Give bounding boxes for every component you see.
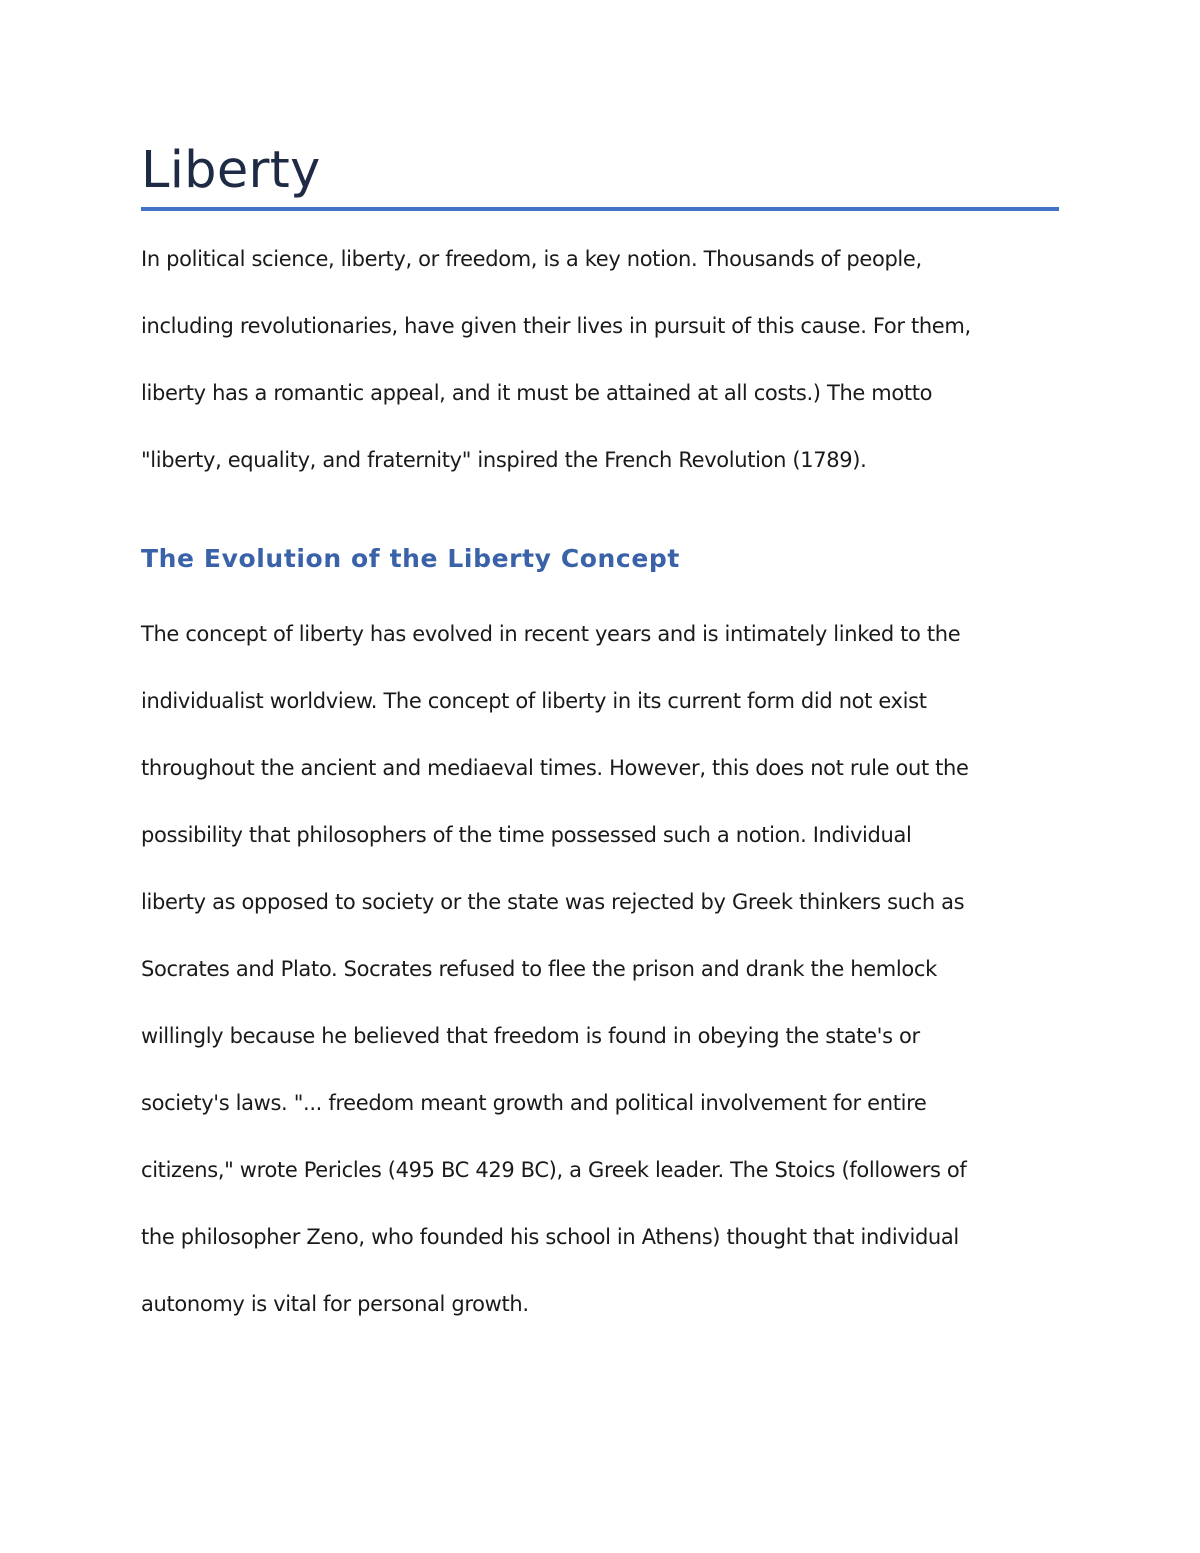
section-line: society's laws. "... freedom meant growth and political involvement for entire	[141, 1091, 927, 1115]
document-page	[141, 138, 1059, 1338]
section-line: the philosopher Zeno, who founded his school in Athens) thought that individual	[141, 1225, 959, 1249]
section-paragraph	[141, 601, 1059, 1338]
title-underline-rule	[141, 207, 1059, 211]
intro-line: including revolutionaries, have given their lives in pursuit of this cause. For them,	[141, 314, 971, 338]
intro-line: In political science, liberty, or freedom, is a key notion. Thousands of people,	[141, 247, 922, 271]
section-line: autonomy is vital for personal growth.	[141, 1292, 529, 1316]
section-line: liberty as opposed to society or the state was rejected by Greek thinkers such as	[141, 890, 965, 914]
intro-line: liberty has a romantic appeal, and it must be attained at all costs.) The motto	[141, 381, 933, 405]
section-line: citizens," wrote Pericles (495 BC 429 BC), a Greek leader. The Stoics (followers of	[141, 1158, 967, 1182]
intro-line: "liberty, equality, and fraternity" inspired the French Revolution (1789).	[141, 448, 867, 472]
section-line: individualist worldview. The concept of liberty in its current form did not exist	[141, 689, 927, 713]
document-title: Liberty	[141, 141, 321, 200]
section-line: Socrates and Plato. Socrates refused to flee the prison and drank the hemlock	[141, 957, 937, 981]
intro-paragraph	[141, 226, 1059, 494]
section-heading: The Evolution of the Liberty Concept	[141, 544, 680, 573]
section-line: possibility that philosophers of the time possessed such a notion. Individual	[141, 823, 912, 847]
section-line: willingly because he believed that freedom is found in obeying the state's or	[141, 1024, 920, 1048]
section-line: throughout the ancient and mediaeval times. However, this does not rule out the	[141, 756, 969, 780]
section-line: The concept of liberty has evolved in recent years and is intimately linked to the	[141, 622, 961, 646]
